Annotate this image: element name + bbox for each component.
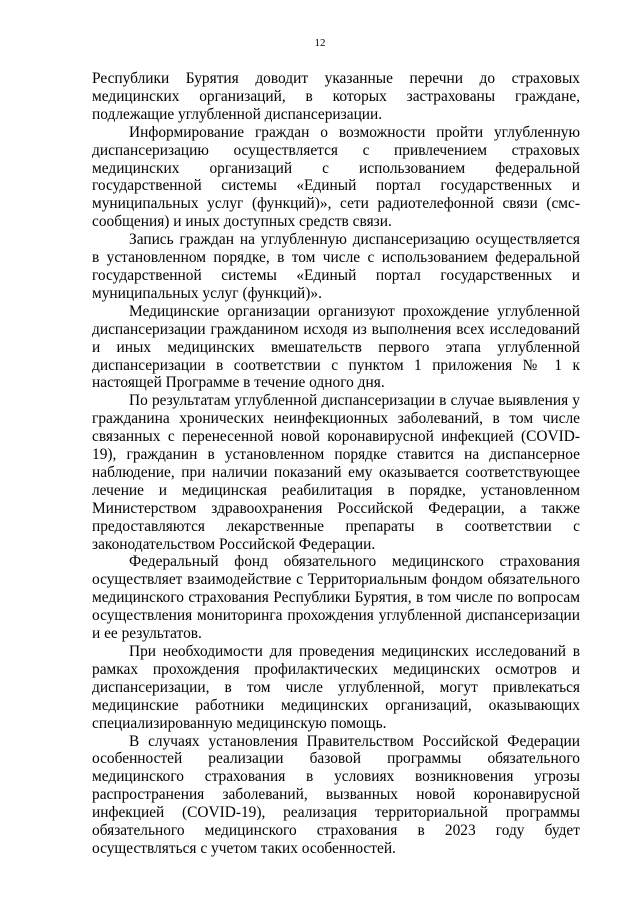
- paragraph-3: Запись граждан на углубленную диспансеризацию осуществляется в установленном порядке, в том числе с использованием федеральной государственной системы «Единый портал государственных и муниципальных услуг (функций)».: [92, 231, 580, 302]
- paragraph-2: Информирование граждан о возможности пройти углубленную диспансеризацию осуществляется с привлечением страховых медицинских организаций с использованием федеральной государственной системы «Единый портал государственных и муниципальных услуг (функций)», сети радиотелефонной связи (смс-сообщения) и иных доступных средств связи.: [92, 123, 580, 231]
- paragraph-6: Федеральный фонд обязательного медицинского страхования осуществляет взаимодействие с Территориальным фондом обязательного медицинского страхования Республики Бурятия, в том числе по вопросам осуществления мониторинга прохождения углубленной диспансеризации и ее результатов.: [92, 553, 580, 643]
- page-number: 12: [314, 37, 326, 49]
- paragraph-8: В случаях установления Правительством Российской Федерации особенностей реализации базовой программы обязательного медицинского страхования в условиях возникновения угрозы распространения заболеваний, вызванных новой коронавирусной инфекцией (COVID-19), реализация территориальной программы обязательного медицинского страхования в 2023 году будет осуществляться с учетом таких особенностей.: [92, 732, 580, 857]
- paragraph-5: По результатам углубленной диспансеризации в случае выявления у гражданина хронических неинфекционных заболеваний, в том числе связанных с перенесенной новой коронавирусной инфекцией (COVID-19), гражданин в установленном порядке ставится на диспансерное наблюдение, при наличии показаний ему оказывается соответствующее лечение и медицинская реабилитация в порядке, установленном Министерством здравоохранения Российской Федерации, а также предоставляются лекарственные препараты в соответствии с законодательством Российской Федерации.: [92, 392, 580, 553]
- document-body: [92, 70, 580, 858]
- paragraph-7: При необходимости для проведения медицинских исследований в рамках прохождения профилактических медицинских осмотров и диспансеризации, в том числе углубленной, могут привлекаться медицинские работники медицинских организаций, оказывающих специализированную медицинскую помощь.: [92, 643, 580, 732]
- paragraph-4: Медицинские организации организуют прохождение углубленной диспансеризации гражданином исходя из выполнения всех исследований и иных медицинских вмешательств первого этапа углубленной диспансеризации в соответствии с пунктом 1 приложения № 1 к настоящей Программе в течение одного дня.: [92, 302, 580, 392]
- paragraph-1: Республики Бурятия доводит указанные перечни до страховых медицинских организаций, в которых застрахованы граждане, подлежащие углубленной диспансеризации.: [92, 70, 580, 123]
